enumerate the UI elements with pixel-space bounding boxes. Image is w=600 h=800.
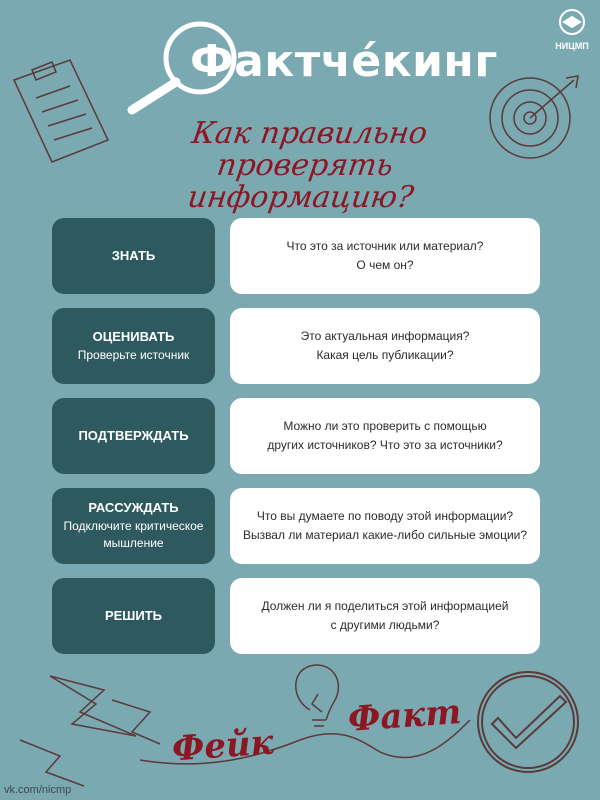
question-line-2: Вызвал ли материал какие-либо сильные эмоции? xyxy=(242,528,528,542)
question-line-2: Какая цель публикации? xyxy=(316,348,454,362)
step-heading: ЗНАТЬ xyxy=(111,248,156,263)
step-box-decide xyxy=(52,578,215,654)
step-box-reason xyxy=(52,488,215,564)
step-question-evaluate xyxy=(230,308,540,384)
question-line-1: Можно ли это проверить с помощью xyxy=(283,419,487,433)
step-question-know xyxy=(230,218,540,294)
page-title: Фактчéкинг xyxy=(190,36,498,87)
logo-icon xyxy=(560,10,584,34)
step-subtext: Проверьте источник xyxy=(77,347,190,362)
subtitle-line-2: проверять информацию? xyxy=(185,148,416,215)
logo-label: НИЦМП xyxy=(555,41,589,51)
step-question-confirm xyxy=(230,398,540,474)
subtitle-line-1: Как правильно xyxy=(189,116,430,151)
page-subtitle xyxy=(98,118,511,214)
question-line-1: Это актуальная информация? xyxy=(300,329,470,343)
question-line-1: Что это за источник или материал? xyxy=(286,239,484,253)
step-box-evaluate xyxy=(52,308,215,384)
question-line-1: Должен ли я поделиться этой информацией xyxy=(261,599,509,613)
step-heading: ОЦЕНИВАТЬ xyxy=(92,328,175,344)
step-heading: РАССУЖДАТЬ xyxy=(88,500,179,515)
fact-label: Факт xyxy=(346,692,463,740)
step-box-confirm xyxy=(52,398,215,474)
question-line-2: с другими людьми? xyxy=(330,618,440,632)
question-line-2: О чем он? xyxy=(356,258,414,272)
footer-link[interactable]: vk.com/nicmp xyxy=(4,784,72,796)
step-question-reason xyxy=(230,488,540,564)
step-heading: ПОДТВЕРЖДАТЬ xyxy=(78,428,189,443)
step-box-know xyxy=(52,218,215,294)
step-subtext: Подключите критическое мышление xyxy=(63,519,204,550)
question-line-1: Что вы думаете по поводу этой информации? xyxy=(256,509,514,523)
fake-label: Фейк xyxy=(170,722,275,770)
checkmark-icon xyxy=(478,672,578,772)
step-heading: РЕШИТЬ xyxy=(104,608,163,623)
clipboard-icon xyxy=(14,60,108,162)
question-line-2: других источников? Что это за источники? xyxy=(267,438,503,452)
lightning-icon xyxy=(20,676,160,786)
step-question-decide xyxy=(230,578,540,654)
